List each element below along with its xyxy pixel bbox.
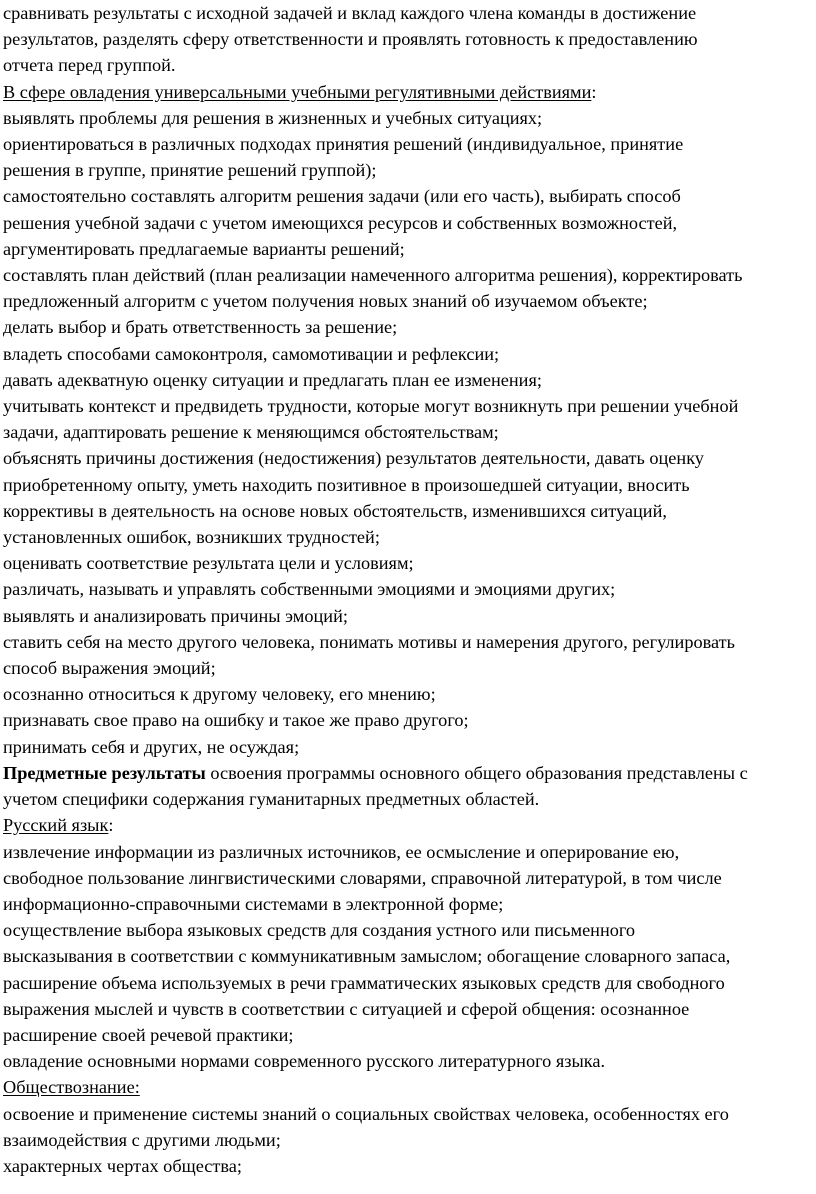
russian-heading: Русский язык	[3, 815, 109, 836]
list-item: овладение основными нормами современного русского литературного языка.	[3, 1051, 606, 1072]
list-item: расширение своей речевой практики;	[3, 1024, 294, 1045]
list-item: выражения мыслей и чувств в соответствии с ситуацией и сферой общения: осознанное	[3, 998, 690, 1019]
list-item: учитывать контекст и предвидеть трудности, которые могут возникнуть при решении учебной	[3, 396, 739, 417]
russian-section	[3, 812, 816, 1074]
subject-results-rest: освоения программы основного общего образования представлены с	[205, 762, 748, 783]
heading-colon: :	[591, 81, 597, 102]
list-item: задачи, адаптировать решение к меняющимся обстоятельствам;	[3, 422, 499, 443]
list-item: аргументировать предлагаемые варианты решений;	[3, 238, 405, 259]
list-item: характерных чертах общества;	[3, 1155, 242, 1176]
social-heading: Обществознание:	[3, 1077, 140, 1098]
text-line: результатов, разделять сферу ответственности и проявлять готовность к предоставлению	[3, 29, 698, 50]
list-item: объяснять причины достижения (недостижения) результатов деятельности, давать оценку	[3, 448, 704, 469]
list-item: осуществление выбора языковых средств для создания устного или письменного	[3, 920, 636, 941]
list-item: различать, называть и управлять собственными эмоциями и эмоциями других;	[3, 579, 616, 600]
list-item: установленных ошибок, возникших трудностей;	[3, 527, 380, 548]
list-item: составлять план действий (план реализации намеченного алгоритма решения), корректировать	[3, 265, 743, 286]
list-item: информационно-справочными системами в электронной форме;	[3, 893, 504, 914]
list-item: высказывания в соответствии с коммуникативным замыслом; обогащение словарного запаса,	[3, 946, 731, 967]
list-item: расширение объема используемых в речи грамматических языковых средств для свободного	[3, 972, 725, 993]
list-item: коррективы в деятельность на основе новых обстоятельств, изменившихся ситуаций,	[3, 500, 667, 521]
list-item: ориентироваться в различных подходах принятия решений (индивидуальное, принятие	[3, 134, 684, 155]
text-line: сравнивать результаты с исходной задачей и вклад каждого члена команды в достижение	[3, 3, 697, 23]
list-item: самостоятельно составлять алгоритм решения задачи (или его часть), выбирать способ	[3, 186, 681, 207]
list-item: принимать себя и других, не осуждая;	[3, 736, 300, 757]
section-heading	[3, 1074, 816, 1100]
social-section	[3, 1074, 816, 1179]
list-item: решения в группе, принятие решений группой);	[3, 160, 377, 181]
list-item: выявлять проблемы для решения в жизненных и учебных ситуациях;	[3, 107, 543, 128]
list-item: давать адекватную оценку ситуации и предлагать план ее изменения;	[3, 369, 542, 390]
list-item: освоение и применение системы знаний о социальных свойствах человека, особенностях его	[3, 1103, 729, 1124]
list-item: свободное пользование лингвистическими словарями, справочной литературой, в том числе	[3, 867, 722, 888]
subject-results-bold: Предметные результаты	[3, 762, 206, 783]
list-item: осознанно относиться к другому человеку, его мнению;	[3, 684, 436, 705]
list-item: выявлять и анализировать причины эмоций;	[3, 605, 348, 626]
list-item: способ выражения эмоций;	[3, 658, 216, 679]
list-item: предложенный алгоритм с учетом получения новых знаний об изучаемом объекте;	[3, 291, 648, 312]
regulatory-heading: В сфере овладения универсальными учебными регулятивными действиями	[3, 81, 592, 102]
list-item: владеть способами самоконтроля, самомотивации и рефлексии;	[3, 343, 500, 364]
heading-colon: :	[108, 815, 114, 836]
list-item: приобретенному опыту, уметь находить позитивное в произошедшей ситуации, вносить	[3, 474, 690, 495]
regulatory-section	[3, 79, 816, 760]
list-item: взаимодействия с другими людьми;	[3, 1129, 281, 1150]
list-item: решения учебной задачи с учетом имеющихся ресурсов и собственных возможностей,	[3, 212, 678, 233]
list-item: ставить себя на место другого человека, понимать мотивы и намерения другого, регулировать	[3, 631, 735, 652]
subject-results-line	[3, 760, 816, 786]
section-heading	[3, 812, 816, 838]
list-item: оценивать соответствие результата цели и условиям;	[3, 553, 414, 574]
list-item: делать выбор и брать ответственность за решение;	[3, 317, 398, 338]
intro-block	[3, 0, 816, 79]
list-item: признавать свое право на ошибку и такое же право другого;	[3, 710, 469, 731]
text-line: отчета перед группой.	[3, 55, 176, 76]
list-item: извлечение информации из различных источников, ее осмысление и оперирование ею,	[3, 841, 680, 862]
section-heading	[3, 79, 816, 105]
text-line: учетом специфики содержания гуманитарных предметных областей.	[3, 789, 540, 810]
subject-results-section	[3, 760, 816, 812]
